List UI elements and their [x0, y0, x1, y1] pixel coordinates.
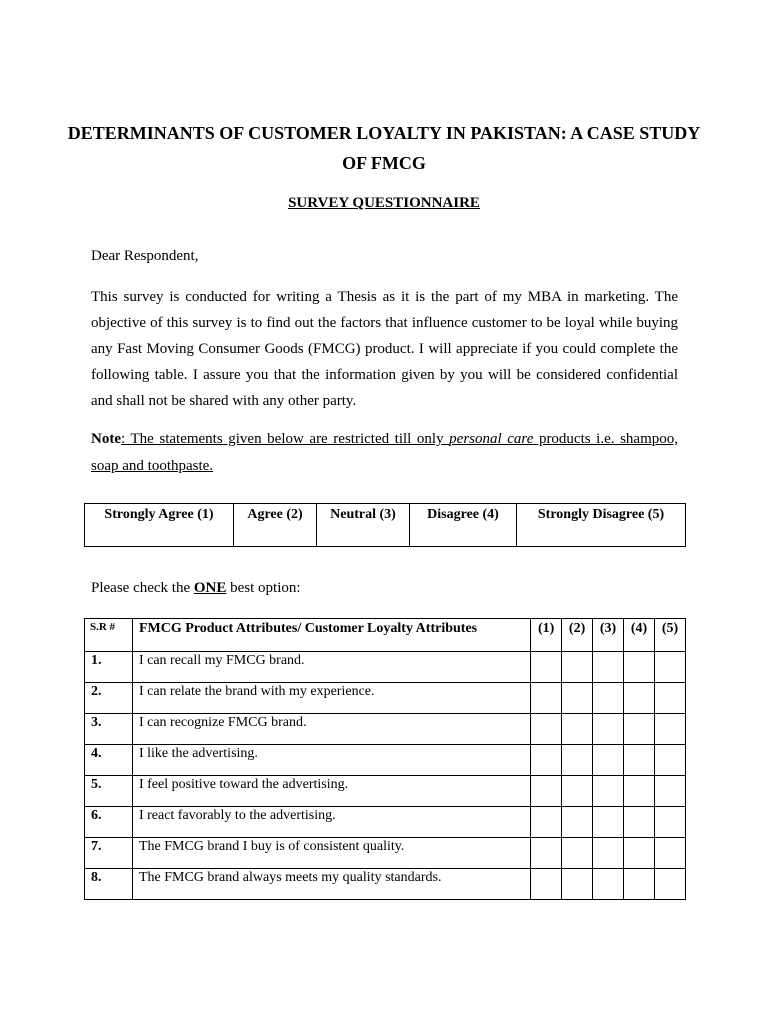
instruction-emphasis: ONE: [193, 580, 227, 596]
answer-cell-4[interactable]: [624, 652, 655, 683]
answer-cell-2[interactable]: [562, 869, 593, 900]
row-statement: I can relate the brand with my experience.: [132, 683, 530, 714]
answer-cell-1[interactable]: [531, 807, 562, 838]
table-row: [85, 652, 686, 683]
answer-cell-4[interactable]: [624, 683, 655, 714]
answer-cell-1[interactable]: [531, 652, 562, 683]
document-title: DETERMINANTS OF CUSTOMER LOYALTY IN PAKISTAN: A CASE STUDY OF FMCG: [67, 123, 701, 173]
row-number: 3.: [85, 714, 133, 745]
row-number: 7.: [85, 838, 133, 869]
document-subtitle: SURVEY QUESTIONNAIRE: [288, 195, 480, 211]
answer-cell-3[interactable]: [593, 838, 624, 869]
header-option-3: (3): [593, 619, 624, 652]
row-statement: I like the advertising.: [132, 745, 530, 776]
header-option-1: (1): [531, 619, 562, 652]
intro-paragraph: This survey is conducted for writing a Thesis as it is the part of my MBA in marketing. The objective of this survey is to find out the factors that influence customer to be loyal while buying any Fast Moving Consumer Goods (FMCG) product. I will appreciate if you could complete the following table. I assure you that the information given by you will be considered confidential and shall not be shared with any other party.: [91, 289, 678, 409]
answer-cell-3[interactable]: [593, 683, 624, 714]
greeting: Dear Respondent,: [91, 248, 199, 264]
answer-cell-3[interactable]: [593, 714, 624, 745]
answer-cell-3[interactable]: [593, 745, 624, 776]
header-option-2: (2): [562, 619, 593, 652]
row-number: 6.: [85, 807, 133, 838]
survey-table: [84, 618, 686, 900]
answer-cell-1[interactable]: [531, 714, 562, 745]
answer-cell-5[interactable]: [654, 869, 685, 900]
row-statement: I can recall my FMCG brand.: [132, 652, 530, 683]
answer-cell-2[interactable]: [562, 776, 593, 807]
answer-cell-3[interactable]: [593, 807, 624, 838]
header-attribute: FMCG Product Attributes/ Customer Loyalty Attributes: [132, 619, 530, 652]
header-sr: S.R #: [85, 619, 133, 652]
row-number: 1.: [85, 652, 133, 683]
note-text-after: products i.e. shampoo, soap and toothpaste.: [91, 431, 678, 474]
table-row: [85, 838, 686, 869]
header-option-4: (4): [624, 619, 655, 652]
row-statement: I react favorably to the advertising.: [132, 807, 530, 838]
row-statement: The FMCG brand I buy is of consistent quality.: [132, 838, 530, 869]
answer-cell-5[interactable]: [654, 652, 685, 683]
answer-cell-1[interactable]: [531, 776, 562, 807]
table-row: [85, 745, 686, 776]
answer-cell-5[interactable]: [654, 838, 685, 869]
answer-cell-1[interactable]: [531, 683, 562, 714]
row-number: 2.: [85, 683, 133, 714]
note-emphasis: personal care: [449, 431, 534, 447]
table-row: [85, 714, 686, 745]
answer-cell-4[interactable]: [624, 838, 655, 869]
answer-cell-4[interactable]: [624, 714, 655, 745]
row-number: 8.: [85, 869, 133, 900]
scale-neutral: Neutral (3): [317, 504, 410, 547]
row-number: 5.: [85, 776, 133, 807]
scale-disagree: Disagree (4): [410, 504, 517, 547]
answer-cell-2[interactable]: [562, 745, 593, 776]
answer-cell-5[interactable]: [654, 683, 685, 714]
answer-cell-4[interactable]: [624, 745, 655, 776]
answer-cell-5[interactable]: [654, 745, 685, 776]
scale-strongly-disagree: Strongly Disagree (5): [517, 504, 686, 547]
answer-cell-3[interactable]: [593, 776, 624, 807]
answer-cell-1[interactable]: [531, 869, 562, 900]
answer-cell-3[interactable]: [593, 652, 624, 683]
header-option-5: (5): [654, 619, 685, 652]
answer-cell-1[interactable]: [531, 838, 562, 869]
answer-cell-5[interactable]: [654, 807, 685, 838]
row-statement: I can recognize FMCG brand.: [132, 714, 530, 745]
row-number: 4.: [85, 745, 133, 776]
scale-strongly-agree: Strongly Agree (1): [85, 504, 234, 547]
answer-cell-5[interactable]: [654, 714, 685, 745]
instruction-line: [91, 580, 301, 597]
answer-cell-4[interactable]: [624, 776, 655, 807]
note-label: Note: [91, 431, 121, 447]
instruction-after: best option:: [226, 580, 301, 596]
note-text-before: : The statements given below are restricted till only: [121, 431, 450, 447]
answer-cell-2[interactable]: [562, 683, 593, 714]
answer-cell-4[interactable]: [624, 869, 655, 900]
note-paragraph: [91, 426, 678, 480]
instruction-before: Please check the: [91, 580, 194, 596]
answer-cell-1[interactable]: [531, 745, 562, 776]
row-statement: I feel positive toward the advertising.: [132, 776, 530, 807]
answer-cell-2[interactable]: [562, 838, 593, 869]
survey-header-row: [85, 619, 686, 652]
answer-cell-3[interactable]: [593, 869, 624, 900]
answer-cell-5[interactable]: [654, 776, 685, 807]
answer-cell-2[interactable]: [562, 714, 593, 745]
answer-cell-2[interactable]: [562, 652, 593, 683]
table-row: [85, 683, 686, 714]
answer-cell-2[interactable]: [562, 807, 593, 838]
table-row: [85, 869, 686, 900]
table-row: [85, 776, 686, 807]
answer-cell-4[interactable]: [624, 807, 655, 838]
table-row: [85, 807, 686, 838]
row-statement: The FMCG brand always meets my quality standards.: [132, 869, 530, 900]
rating-scale-table: [84, 503, 686, 547]
scale-agree: Agree (2): [234, 504, 317, 547]
